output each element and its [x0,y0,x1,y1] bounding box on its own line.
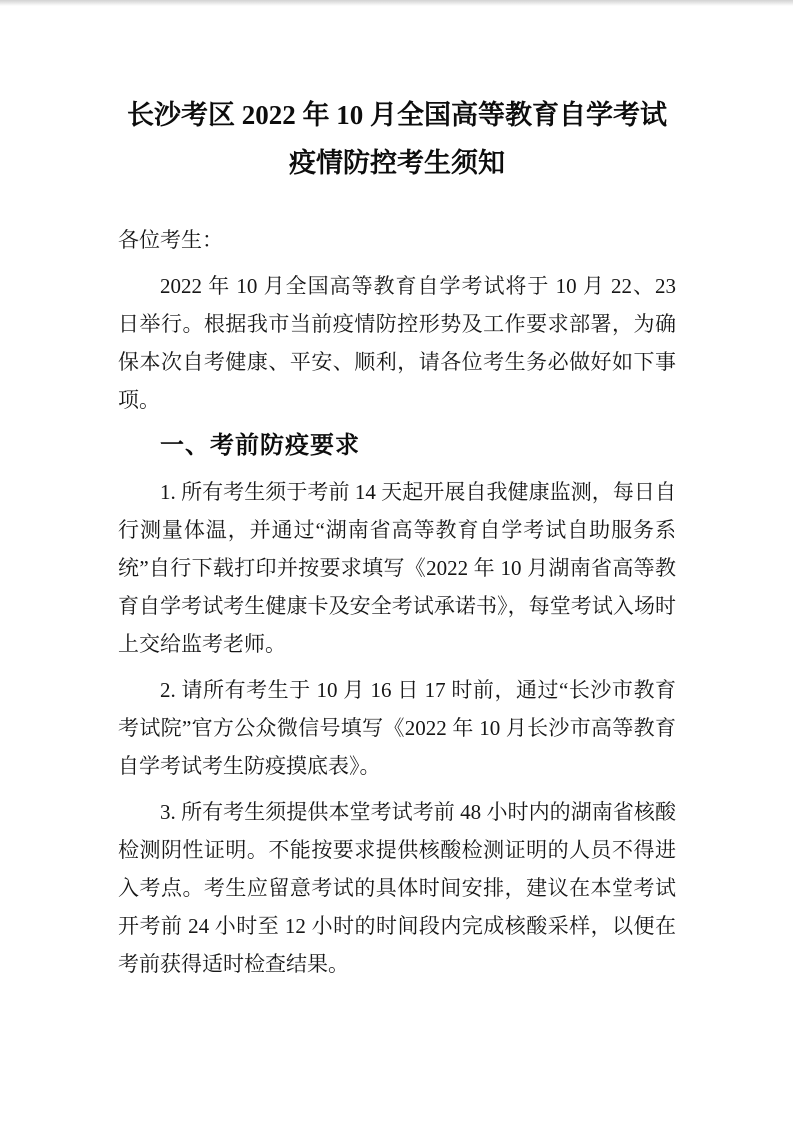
section-heading-pre-exam-requirements: 一、考前防疫要求 [160,432,360,459]
document-body [118,221,676,983]
notice-item-3: 3. 所有考生须提供本堂考试考前 48 小时内的湖南省核酸检测阴性证明。不能按要求提供核酸检测证明的人员不得进入考点。考生应留意考试的具体时间安排，建议在本堂考试开考前 24 小时至 12 小时的时间段内完成核酸采样，以便在考前获得适时检查结果。 [118,800,676,976]
document-title-line-2: 疫情防控考生须知 [289,148,505,178]
notice-item-2: 2. 请所有考生于 10 月 16 日 17 时前，通过“长沙市教育考试院”官方公众微信号填写《2022 年 10 月长沙市高等教育自学考试考生防疫摸底表》。 [118,678,676,778]
intro-paragraph: 2022 年 10 月全国高等教育自学考试将于 10 月 22、23 日举行。根据我市当前疫情防控形势及工作要求部署，为确保本次自考健康、平安、顺利，请各位考生务必做好如下事项。 [118,274,676,412]
document-title-line-1: 长沙考区 2022 年 10 月全国高等教育自学考试 [127,100,667,130]
notice-item-1: 1. 所有考生须于考前 14 天起开展自我健康监测，每日自行测量体温，并通过“湖南省高等教育自学考试自助服务系统”自行下载打印并按要求填写《2022 年 10 月湖南省高等教育自学考试考生健康卡及安全考试承诺书》，每堂考试入场时上交给监考老师。 [118,480,676,656]
document-title [118,0,676,187]
salutation: 各位考生： [118,228,223,252]
